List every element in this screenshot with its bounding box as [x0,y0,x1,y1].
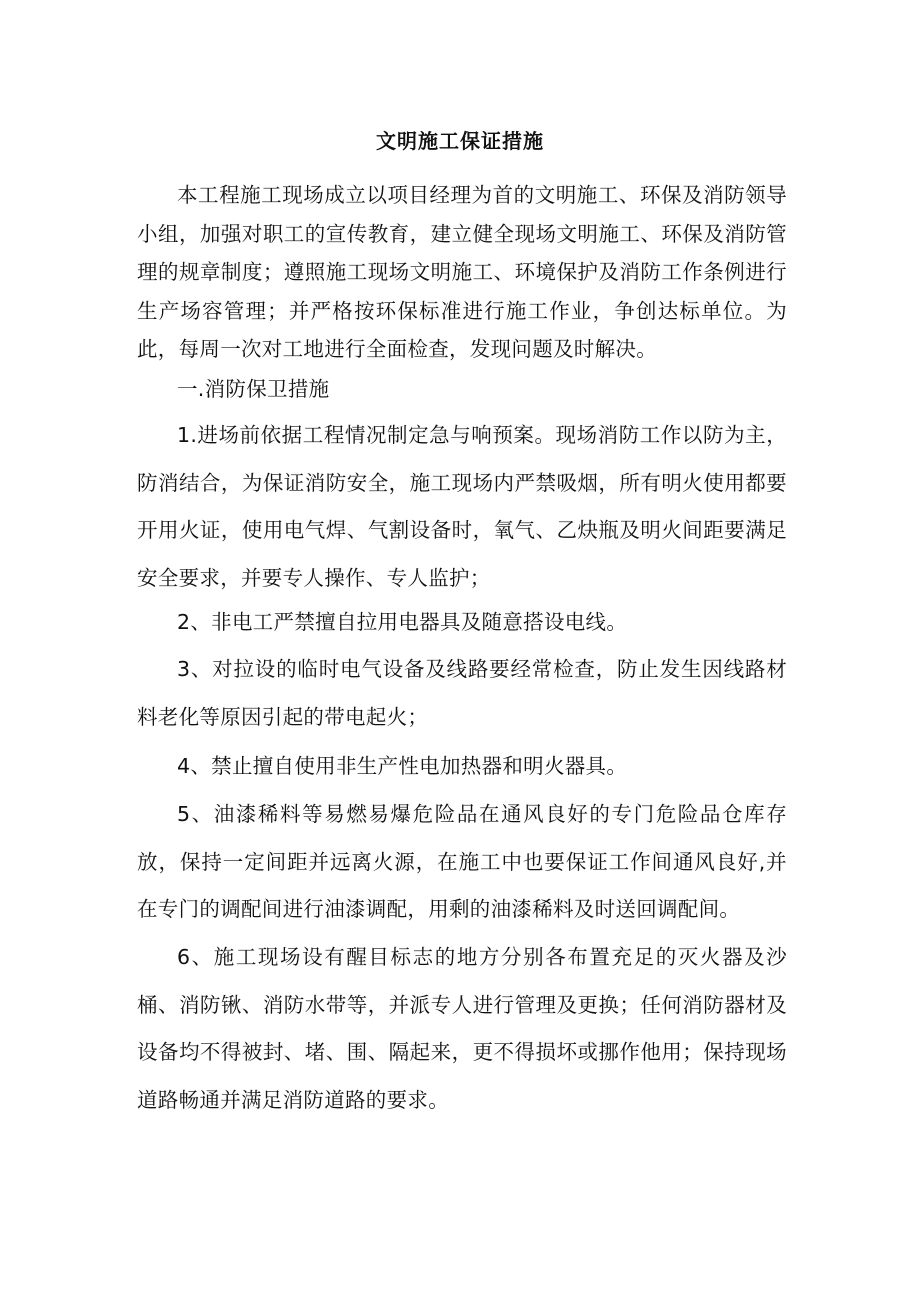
measure-item-1: 1.进场前依据工程情况制定急与响预案。现场消防工作以防为主，防消结合，为保证消防安全，施工现场内严禁吸烟，所有明火使用都要开用火证，使用电气焊、气割设备时，氧气、乙炔瓶及明火间距要满足安全要求，并要专人操作、专人监护； [137,423,787,590]
measure-item-5: 5、油漆稀料等易燃易爆危险品在通风良好的专门危险品仓库存放，保持一定间距并远离火源，在施工中也要保证工作间通风良好,并在专门的调配间进行油漆调配，用剩的油漆稀料及时送回调配间。 [137,802,787,921]
document-title: 文明施工保证措施 [376,129,544,153]
measure-item-4: 4、禁止擅自使用非生产性电加热器和明火器具。 [177,754,628,778]
measure-item-2: 2、非电工严禁擅自拉用电器具及随意搭设电线。 [177,610,628,634]
section-heading-fire-security: 一.消防保卫措施 [177,377,330,401]
measure-item-3: 3、对拉设的临时电气设备及线路要经常检查，防止发生因线路材料老化等原因引起的带电起火； [137,657,787,729]
intro-paragraph: 本工程施工现场成立以项目经理为首的文明施工、环保及消防领导小组，加强对职工的宣传教育，建立健全现场文明施工、环保及消防管理的规章制度；遵照施工现场文明施工、环境保护及消防工作条例进行生产场容管理；并严格按环保标准进行施工作业，争创达标单位。为此，每周一次对工地进行全面检查，发现问题及时解决。 [137,183,787,361]
measure-item-6: 6、施工现场设有醒目标志的地方分别各布置充足的灭火器及沙桶、消防锹、消防水带等，并派专人进行管理及更换；任何消防器材及设备均不得被封、堵、围、隔起来，更不得损坏或挪作他用；保持现场道路畅通并满足消防道路的要求。 [137,945,787,1112]
